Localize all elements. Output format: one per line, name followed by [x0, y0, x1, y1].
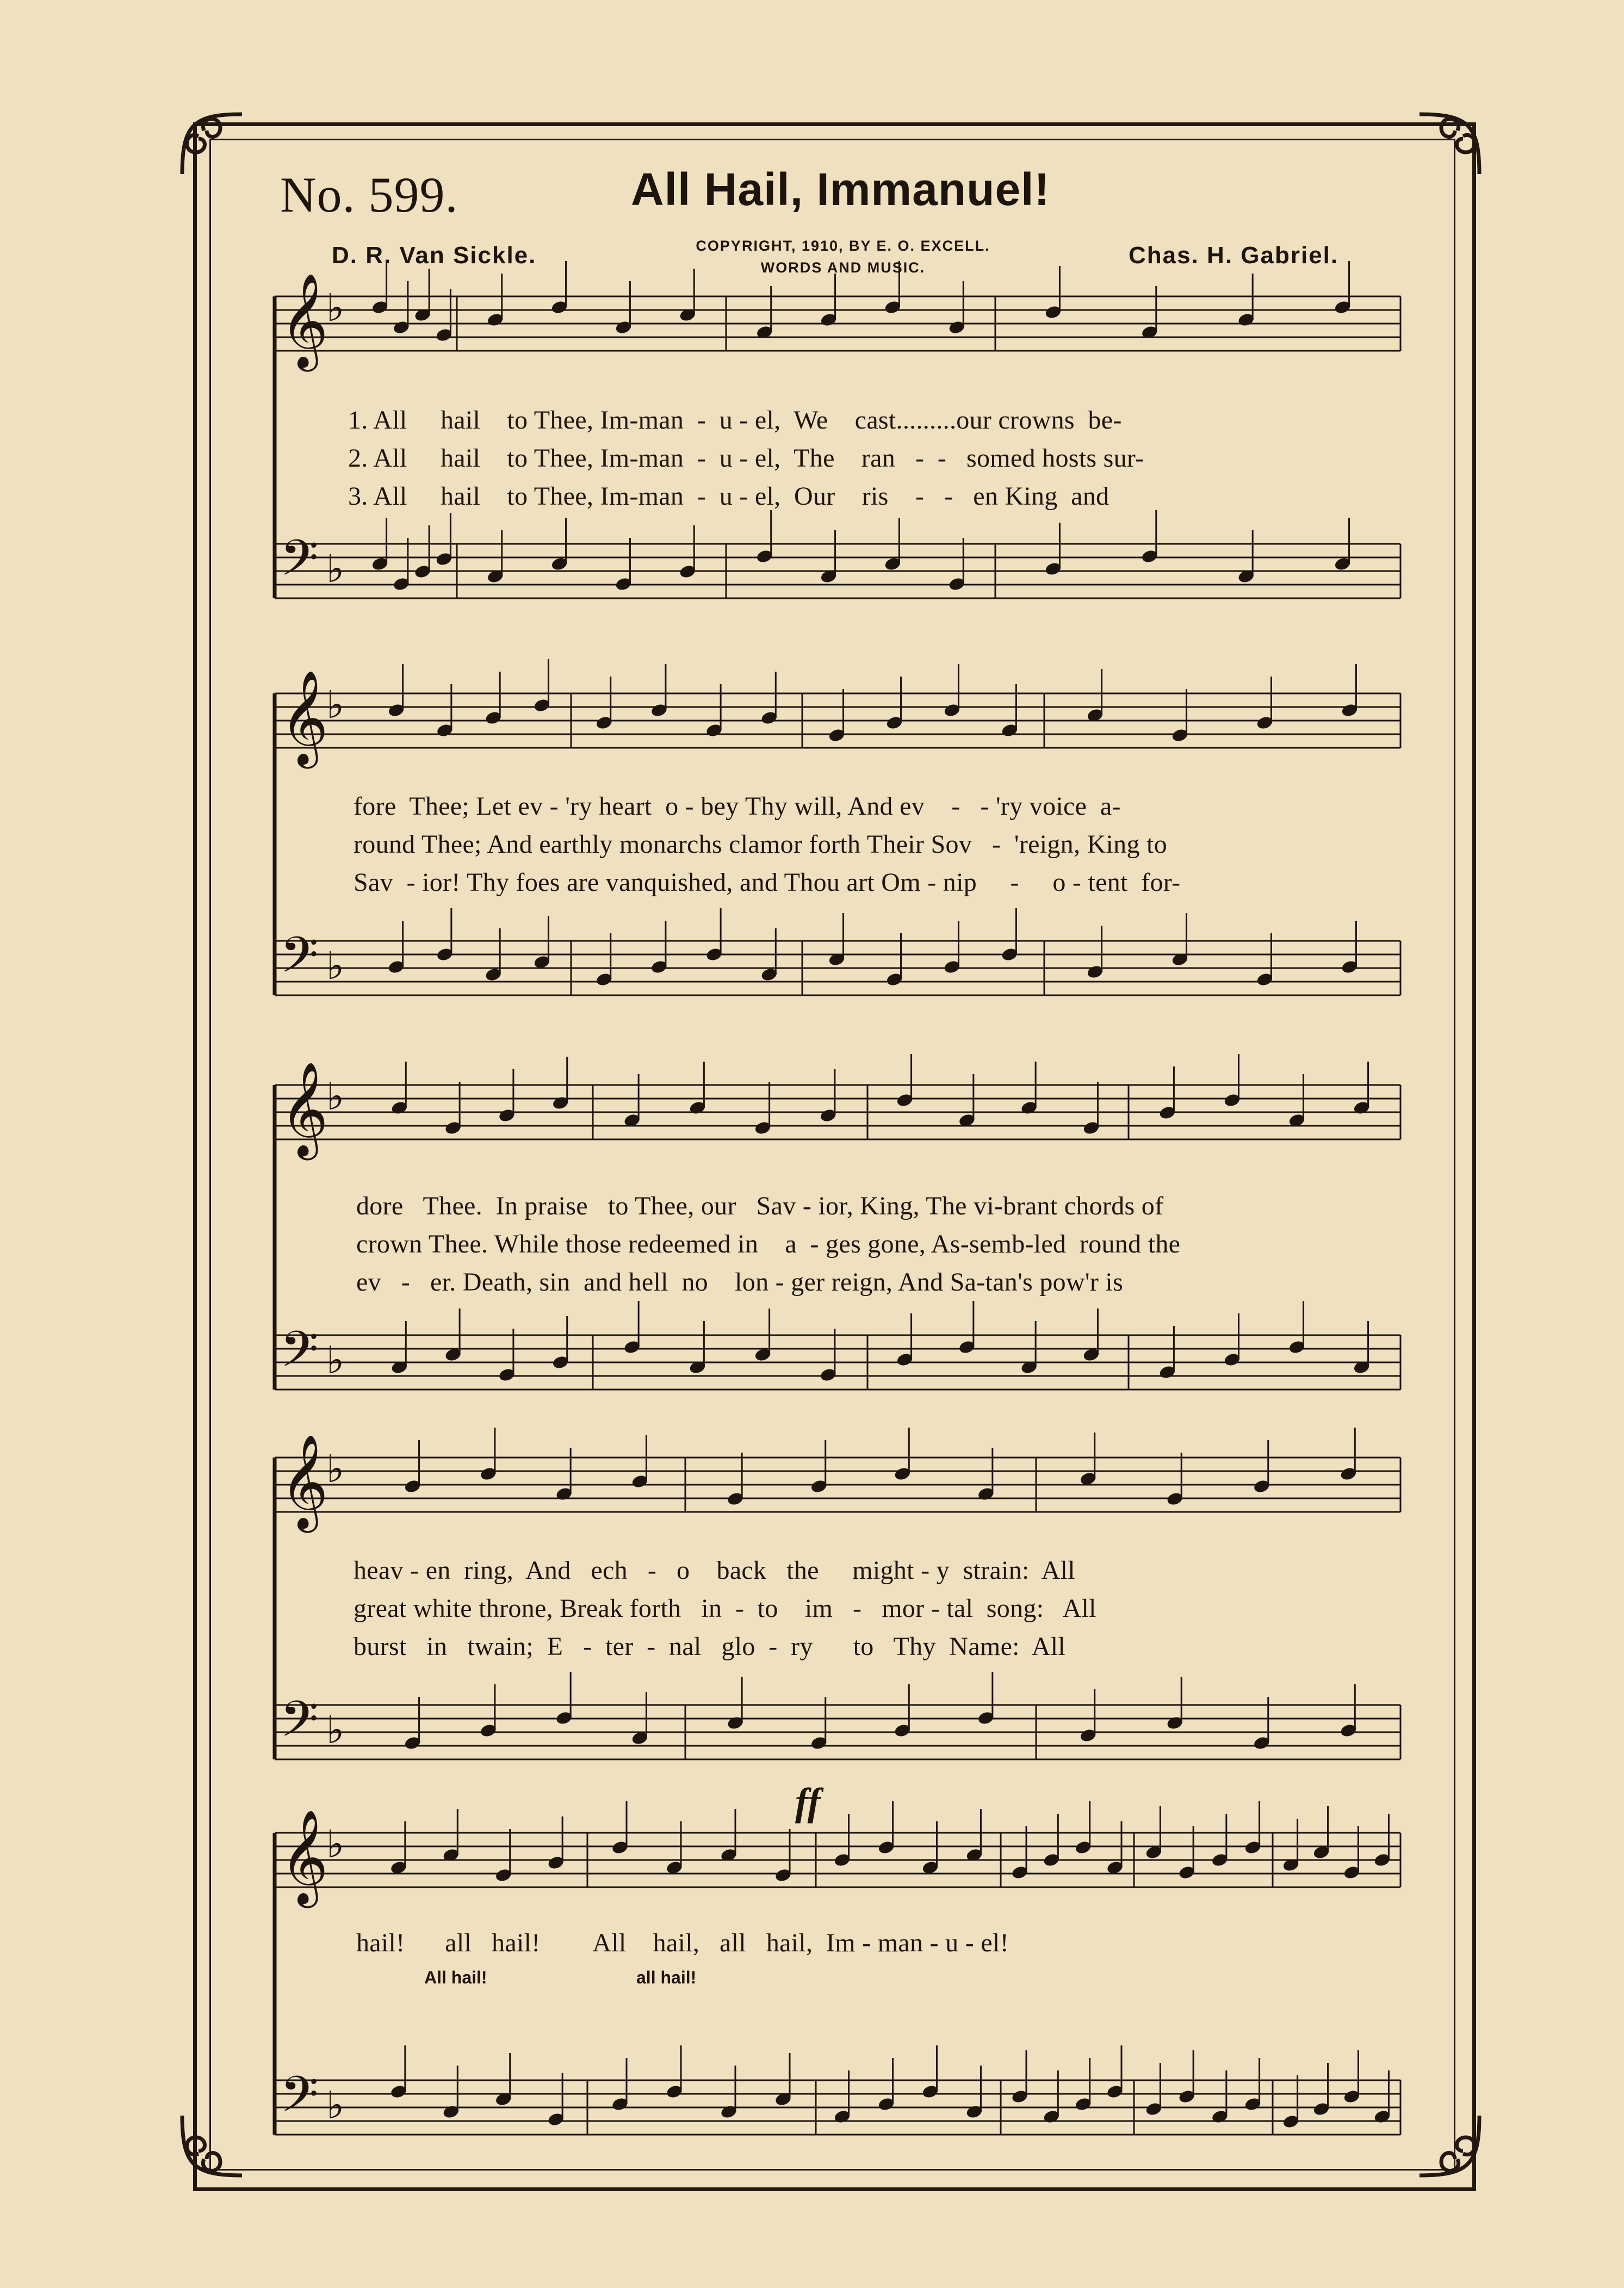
- lyric-line: fore Thee; Let ev - 'ry heart o - bey Thy will, And ev - - 'ry voice a-: [354, 792, 1121, 821]
- flat-icon: ♭: [326, 286, 345, 330]
- lyric-line: ev - er. Death, sin and hell no lon - ger reign, And Sa-tan's pow'r is: [356, 1268, 1124, 1297]
- lyric-line: crown Thee. While those redeemed in a - ges gone, As-semb-led round the: [356, 1230, 1181, 1258]
- bass-clef-icon: 𝄢: [280, 926, 319, 996]
- flat-icon: ♭: [326, 547, 345, 591]
- composer: Chas. H. Gabriel.: [1129, 242, 1339, 269]
- treble-clef-icon: 𝄞: [280, 273, 328, 368]
- flat-icon: ♭: [326, 1708, 345, 1752]
- treble-clef-icon: 𝄞: [280, 1434, 328, 1529]
- lyric-line: Sav - ior! Thy foes are vanquished, and Thou art Om - nip - o - tent for-: [354, 868, 1181, 897]
- flat-icon: ♭: [326, 1074, 345, 1119]
- dynamic-marking: ff: [795, 1780, 821, 1824]
- flat-icon: ♭: [326, 2083, 345, 2128]
- copyright-notice: COPYRIGHT, 1910, BY E. O. EXCELL. WORDS AND MUSIC.: [696, 238, 990, 276]
- lyric-line: round Thee; And earthly monarchs clamor forth Their Sov - 'reign, King to: [354, 830, 1168, 859]
- flat-icon: ♭: [326, 1822, 345, 1867]
- flat-icon: ♭: [326, 1447, 345, 1491]
- lyric-line: 2. All hail to Thee, Im-man - u - el, The ran - - somed hosts sur-: [348, 444, 1144, 473]
- hymn-title: All Hail, Immanuel!: [631, 164, 1050, 215]
- flat-icon: ♭: [326, 944, 345, 988]
- lyricist: D. R. Van Sickle.: [332, 242, 537, 269]
- bass-label: all hail!: [636, 1968, 697, 1987]
- bass-clef-icon: 𝄢: [280, 1320, 319, 1390]
- lyric-line: 3. All hail to Thee, Im-man - u - el, Our ris - - en King and: [348, 482, 1109, 511]
- lyric-line: burst in twain; E - ter - nal glo - ry to Thy Name: All: [354, 1632, 1065, 1661]
- hymn-number: No. 599.: [280, 167, 458, 222]
- lyric-line: great white throne, Break forth in - to im - mor - tal song: All: [354, 1594, 1096, 1623]
- flat-icon: ♭: [326, 1338, 345, 1382]
- treble-clef-icon: 𝄞: [280, 1062, 328, 1156]
- lyric-line: hail! all hail! All hail, all hail, Im - man - u - el!: [356, 1929, 1009, 1957]
- lyric-line: 1. All hail to Thee, Im-man - u - el, We cast.........our crowns be-: [348, 406, 1122, 435]
- lyric-line: dore Thee. In praise to Thee, our Sav - ior, King, The vi-brant chords of: [356, 1192, 1164, 1220]
- bass-clef-icon: 𝄢: [280, 1690, 319, 1760]
- treble-clef-icon: 𝄞: [280, 670, 328, 765]
- treble-clef-icon: 𝄞: [280, 1809, 328, 1904]
- bass-clef-icon: 𝄢: [280, 2066, 319, 2135]
- flat-icon: ♭: [326, 683, 345, 727]
- bass-clef-icon: 𝄢: [280, 529, 319, 599]
- lyric-line: heav - en ring, And ech - o back the might - y strain: All: [354, 1556, 1075, 1585]
- bass-label: All hail!: [424, 1968, 487, 1987]
